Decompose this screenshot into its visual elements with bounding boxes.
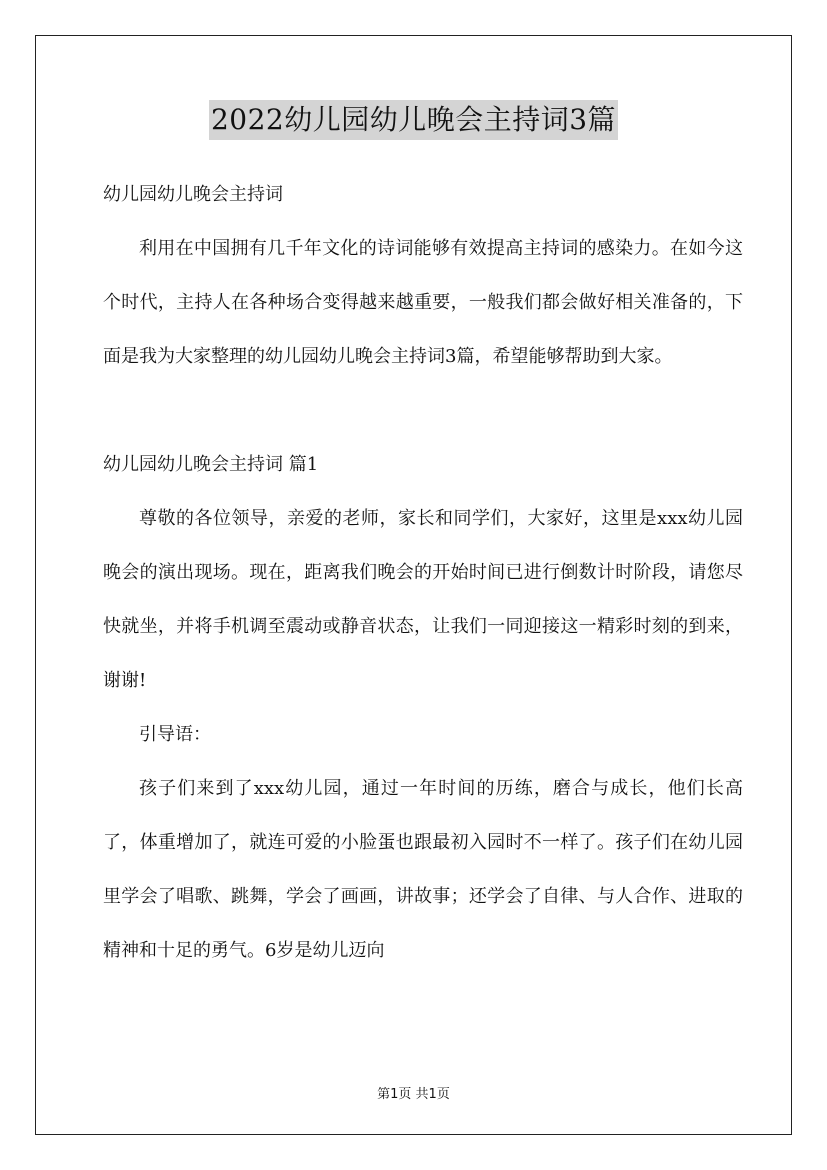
- body-paragraph-guide-text: 孩子们来到了xxx幼儿园，通过一年时间的历练，磨合与成长，他们长高了，体重增加了，就连可爱的小脸蛋也跟最初入园时不一样了。孩子们在幼儿园里学会了唱歌、跳舞，学会了画画，讲故事；还学会了自律、与人合作、进取的精神和十足的勇气。6岁是幼儿迈向: [103, 778, 743, 961]
- document-title: 2022幼儿园幼儿晚会主持词3篇: [209, 100, 618, 140]
- section-heading: 幼儿园幼儿晚会主持词 篇1: [103, 454, 319, 475]
- section-spacer: [103, 384, 743, 438]
- intro-paragraph: 利用在中国拥有几千年文化的诗词能够有效提高主持词的感染力。在如今这个时代，主持人在各种场合变得越来越重要，一般我们都会做好相关准备的，下面是我为大家整理的幼儿园幼儿晚会主持词3篇，希望能够帮助到大家。: [103, 238, 743, 367]
- body-paragraph-opening: 尊敬的各位领导，亲爱的老师，家长和同学们，大家好，这里是xxx幼儿园晚会的演出现场。现在，距离我们晚会的开始时间已进行倒数计时阶段，请您尽快就坐，并将手机调至震动或静音状态，让我们一同迎接这一精彩时刻的到来，谢谢!: [103, 508, 743, 691]
- document-subtitle: 幼儿园幼儿晚会主持词: [103, 184, 283, 205]
- document-body: [103, 168, 743, 978]
- body-paragraph-guide-label: 引导语：: [139, 724, 211, 745]
- page-footer: 第1页 共1页: [377, 1087, 450, 1102]
- title-wrapper: [0, 100, 827, 140]
